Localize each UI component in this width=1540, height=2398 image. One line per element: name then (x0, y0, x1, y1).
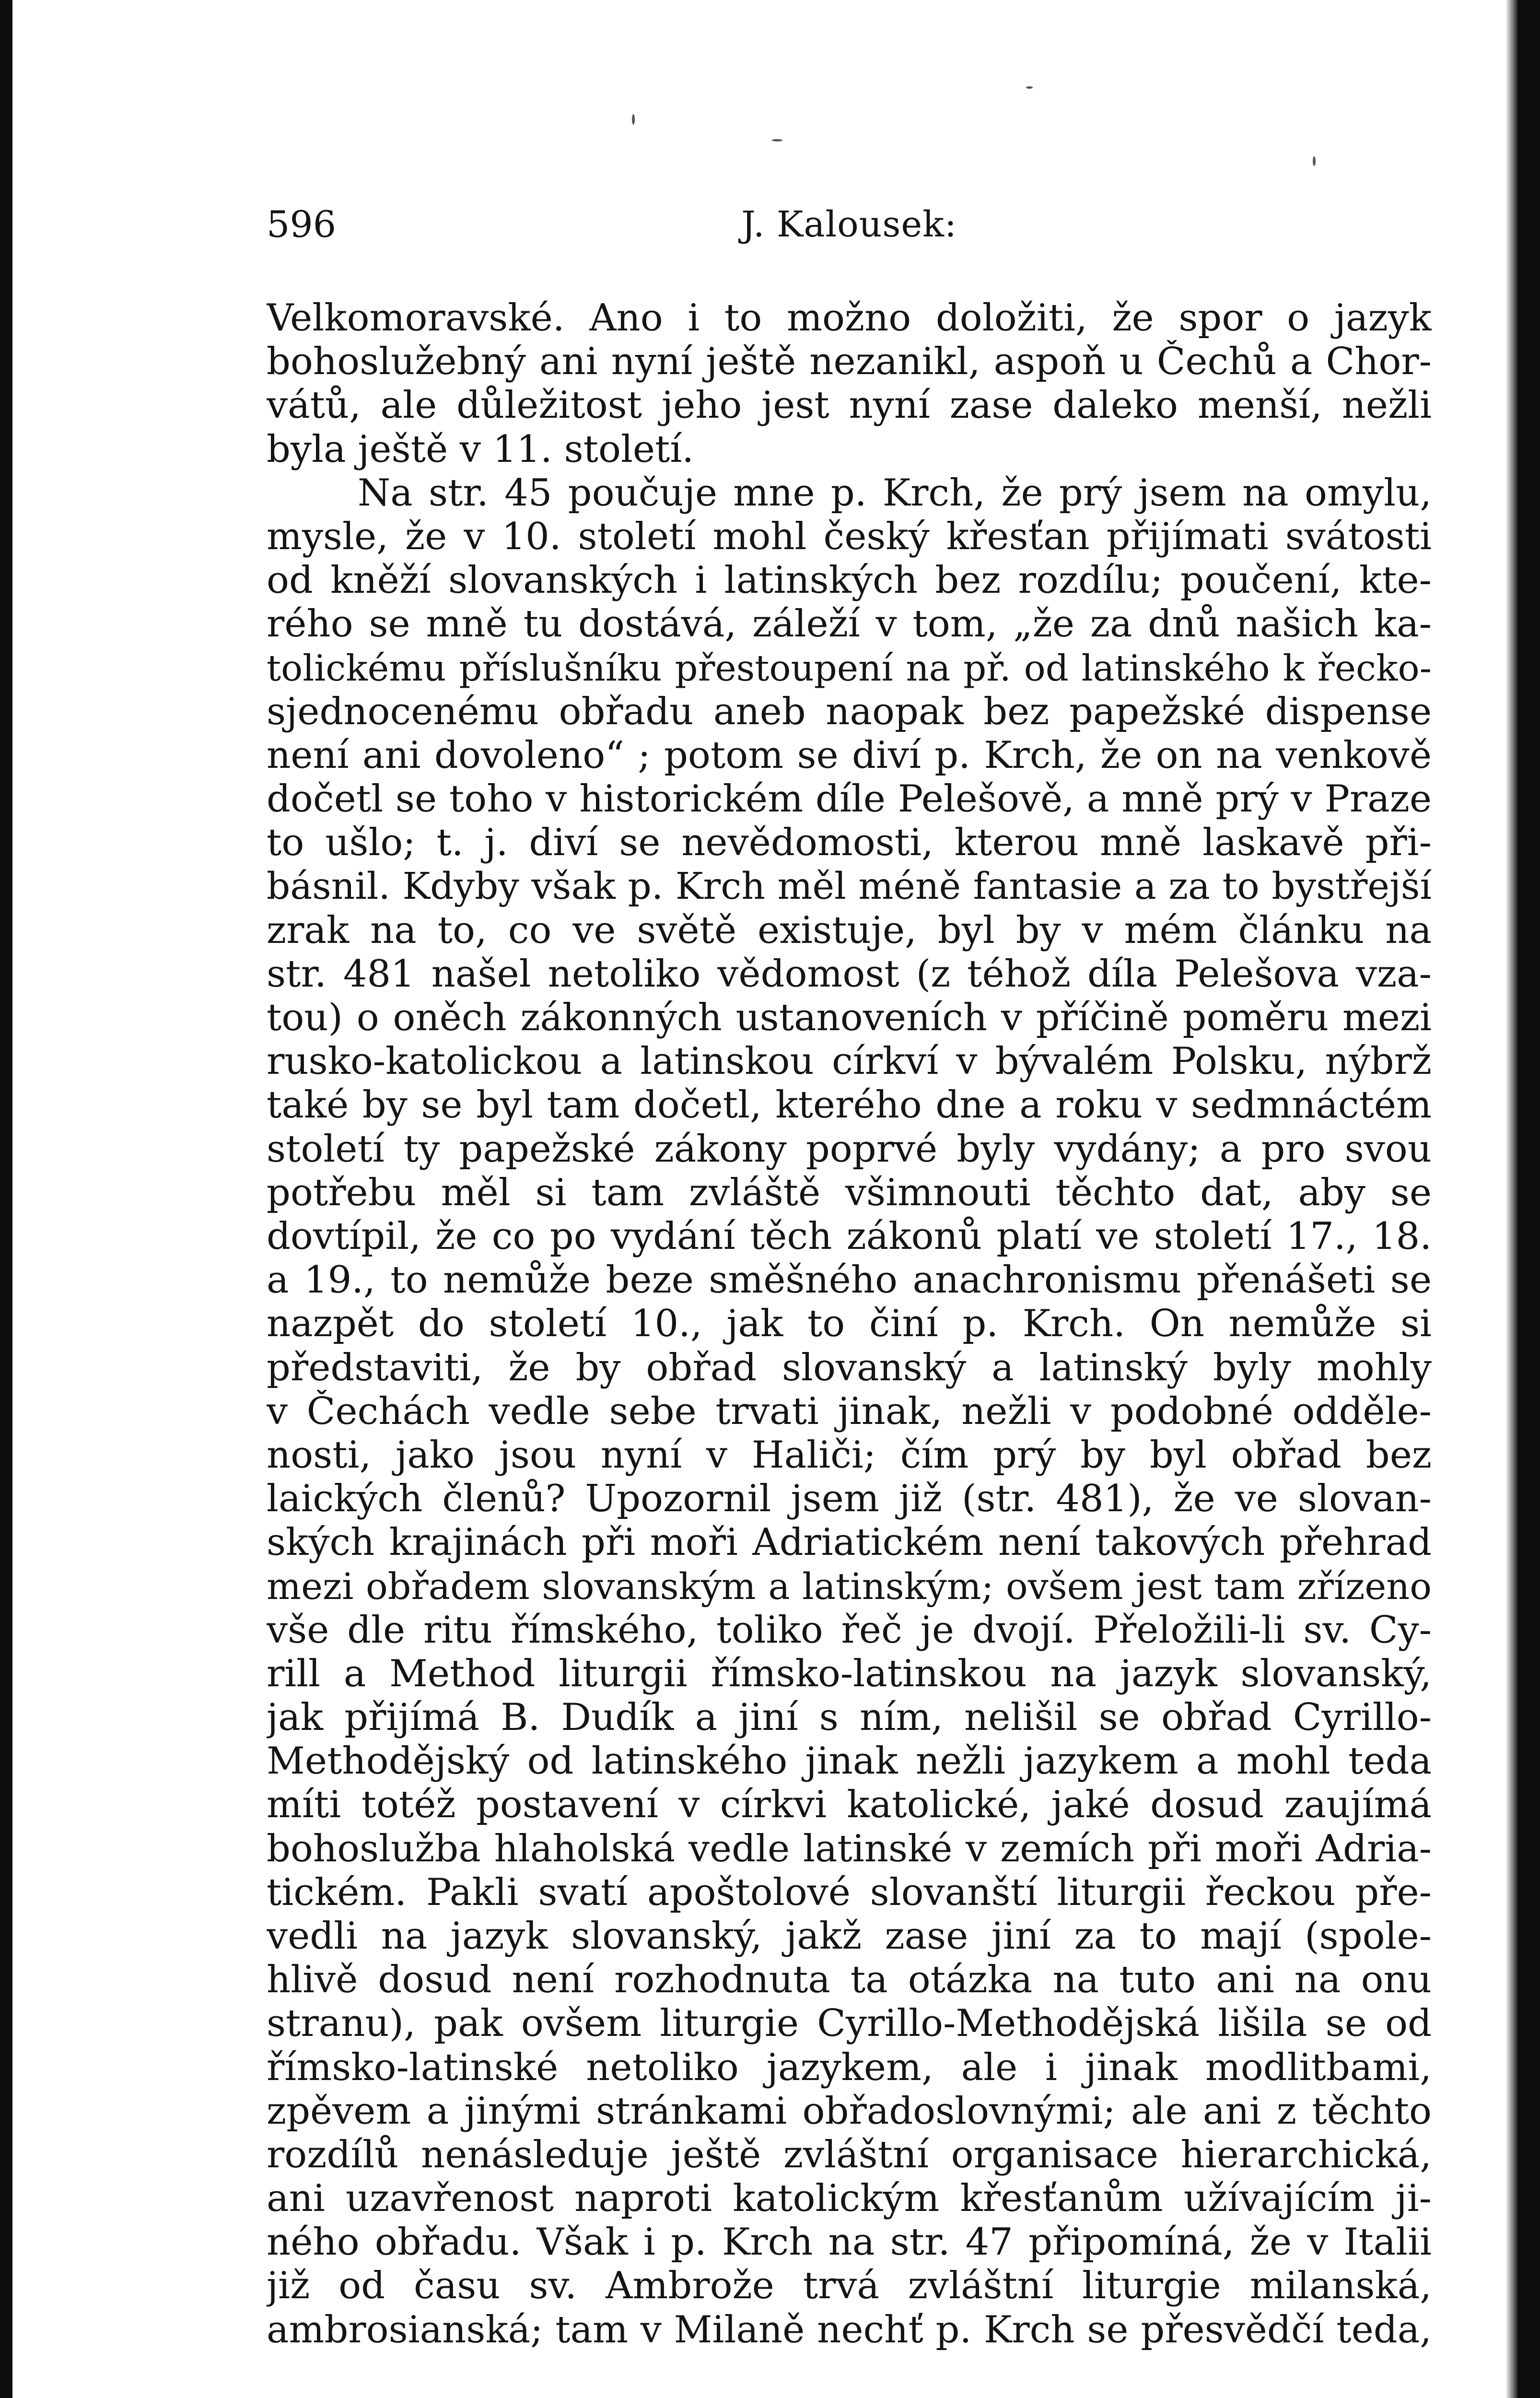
text-line: byla ještě v 11. století. (267, 427, 694, 471)
text-line: vátů, ale důležitost jeho jest nyní zase daleko menší, nežli (267, 384, 1432, 427)
text-line: ani uzavřenost naproti katolickým křesťanům užívajícím ji- (267, 2177, 1432, 2221)
text-line: rozdílů nenásleduje ještě zvláštní organisace hierarchická, (267, 2133, 1432, 2176)
text-line: zrak na to, co ve světě existuje, byl by v mém článku na (267, 908, 1432, 952)
text-line: nazpět do století 10., jak to činí p. Krch. On nemůže si (267, 1302, 1432, 1346)
scan-speck (632, 114, 635, 125)
text-line: mezi obřadem slovanským a latinským; ovšem jest tam zřízeno (267, 1565, 1432, 1608)
text-line: potřebu měl si tam zvláště všimnouti těchto dat, aby se (267, 1171, 1432, 1214)
text-line: bohoslužba hlaholská vedle latinské v zemích při moři Adria- (267, 1827, 1432, 1870)
text-line: od kněží slovanských i latinských bez rozdílu; poučení, kte- (267, 559, 1432, 602)
text-line: rill a Method liturgii římsko-latinskou na jazyk slovanský, (267, 1652, 1432, 1695)
text-line: stranu), pak ovšem liturgie Cyrillo-Methodějská lišila se od (267, 2002, 1432, 2045)
body-text (267, 296, 1432, 2352)
text-line: ambrosianská; tam v Milaně nechť p. Krch se přesvědčí teda, (267, 2308, 1432, 2351)
page-header (267, 200, 1432, 248)
text-line: století ty papežské zákony poprvé byly vydány; a pro svou (267, 1127, 1432, 1171)
scan-speck (1026, 86, 1033, 89)
text-line: tolickému příslušníku přestoupení na př. od latinského k řecko- (267, 647, 1432, 689)
text-line: rého se mně tu dostává, záleží v tom, „že za dnů našich ka- (267, 602, 1432, 646)
text-line: hlivě dosud není rozhodnuta ta otázka na tuto ani na onu (267, 1958, 1432, 2002)
text-line: jak přijímá B. Dudík a jiní s ním, nelišil se obřad Cyrillo- (267, 1696, 1432, 1739)
text-line: zpěvem a jinými stránkami obřadoslovnými; ale ani z těchto (267, 2089, 1432, 2133)
text-line: bohoslužebný ani nyní ještě nezanikl, aspoň u Čechů a Chor- (267, 340, 1432, 384)
text-line: nosti, jako jsou nyní v Haliči; čím prý by byl obřad bez (267, 1433, 1432, 1477)
text-line: dovtípil, že co po vydání těch zákonů platí ve století 17., 18. (267, 1214, 1432, 1258)
text-line: a 19., to nemůže beze směšného anachronismu přenášeti se (267, 1258, 1432, 1302)
text-line: římsko-latinské netoliko jazykem, ale i jinak modlitbami, (267, 2045, 1432, 2089)
text-line: představiti, že by obřad slovanský a latinský byly mohly (267, 1346, 1432, 1389)
text-line: str. 481 našel netoliko vědomost (z téhož díla Pelešova vza- (267, 952, 1432, 996)
text-line: básnil. Kdyby však p. Krch měl méně fantasie a za to bystřejší (267, 865, 1432, 908)
text-line: sjednocenému obřadu aneb naopak bez papežské dispense (267, 690, 1432, 733)
text-line: rusko-katolickou a latinskou církví v bývalém Polsku, nýbrž (267, 1040, 1432, 1083)
text-line: mysle, že v 10. století mohl český křesťan přijímati svátosti (267, 515, 1432, 558)
page-number: 596 (267, 203, 337, 246)
text-line: již od času sv. Ambrože trvá zvláštní liturgie milanská, (267, 2264, 1432, 2308)
text-line: to ušlo; t. j. diví se nevědomosti, kterou mně laskavě při- (267, 821, 1432, 865)
text-line: dočetl se toho v historickém díle Pelešově, a mně prý v Praze (267, 777, 1432, 821)
text-line: ských krajinách při moři Adriatickém není takových přehrad (267, 1521, 1432, 1564)
scan-border-shadow (1505, 0, 1518, 2398)
text-line: tou) o oněch zákonných ustanoveních v příčině poměru mezi (267, 996, 1432, 1039)
text-line: Methodějský od latinského jinak nežli jazykem a mohl teda (267, 1740, 1432, 1783)
text-line: Na str. 45 poučuje mne p. Krch, že prý jsem na omylu, (358, 471, 1432, 515)
running-head: J. Kalousek: (741, 204, 957, 245)
text-line: vše dle ritu římského, toliko řeč je dvojí. Přeložili-li sv. Cy- (267, 1608, 1432, 1652)
text-line: laických členů? Upozornil jsem již (str. 481), že ve slovan- (267, 1477, 1432, 1521)
scan-speck (772, 139, 782, 141)
text-line: ného obřadu. Však i p. Krch na str. 47 připomíná, že v Italii (267, 2221, 1432, 2264)
text-line: Velkomoravské. Ano i to možno doložiti, že spor o jazyk (267, 296, 1432, 340)
text-line: v Čechách vedle sebe trvati jinak, nežli v podobné odděle- (267, 1389, 1432, 1433)
text-line: také by se byl tam dočetl, kterého dne a roku v sedmnáctém (267, 1083, 1432, 1127)
text-line: míti totéž postavení v církvi katolické, jaké dosud zaujímá (267, 1783, 1432, 1827)
scan-border-left (0, 0, 12, 2398)
scan-border-right (1518, 0, 1540, 2398)
text-line: vedli na jazyk slovanský, jakž zase jiní za to mají (spole- (267, 1914, 1432, 1958)
scan-speck (1313, 156, 1316, 166)
text-line: tickém. Pakli svatí apoštolové slovanští liturgii řeckou pře- (267, 1870, 1432, 1914)
text-line: není ani dovoleno“ ; potom se diví p. Krch, že on na venkově (267, 733, 1432, 777)
